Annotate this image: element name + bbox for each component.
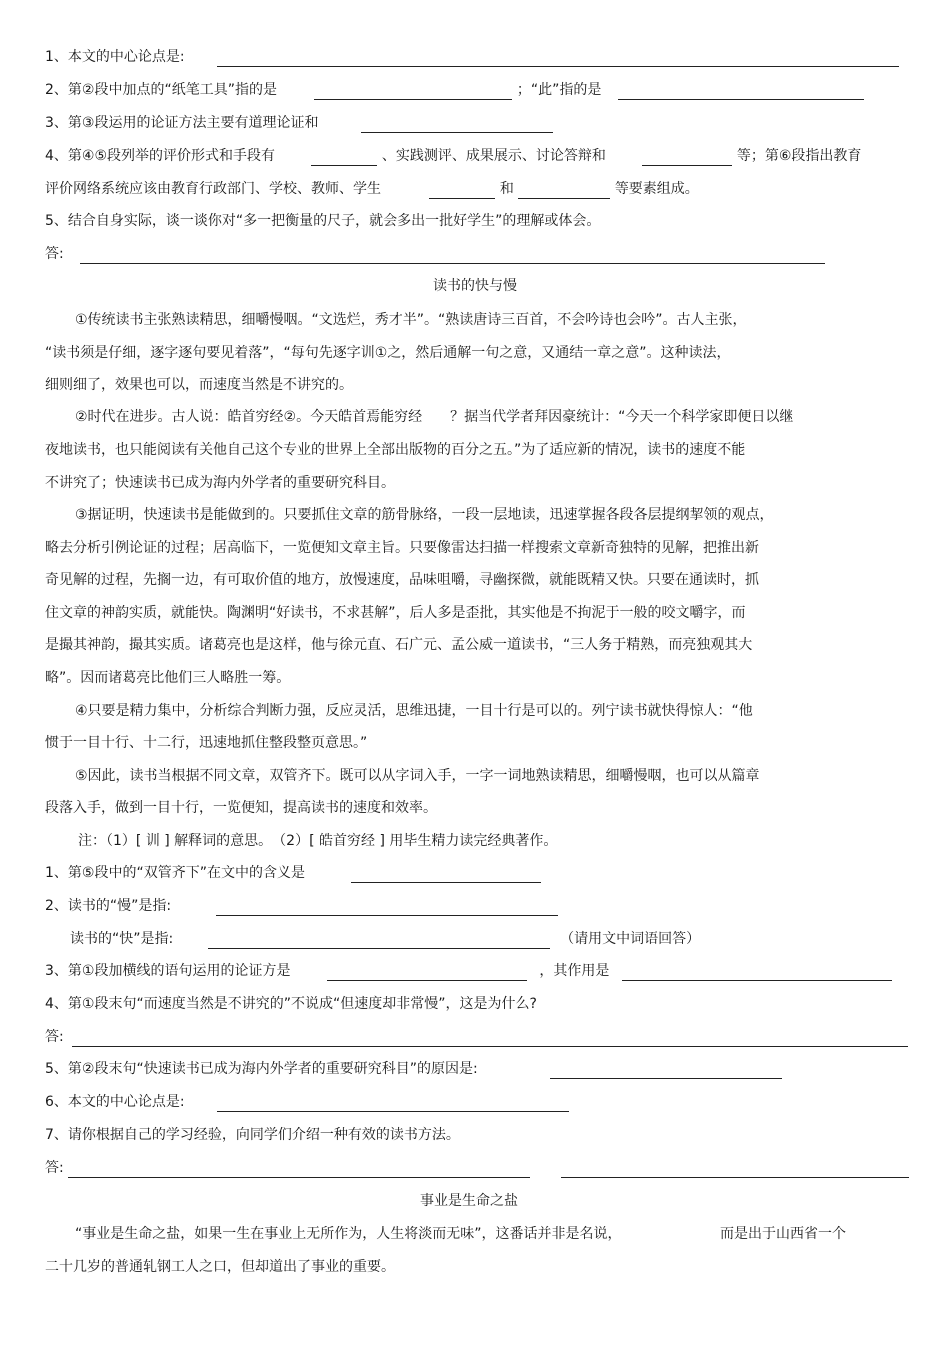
question-hint: （请用文中词语回答）	[560, 931, 701, 947]
question-text: 1、本文的中心论点是:	[45, 49, 185, 65]
answer-label: 答:	[45, 246, 64, 262]
question-2	[45, 896, 558, 916]
answer-row	[45, 1027, 908, 1047]
question-7: 7、请你根据自己的学习经验，向同学们介绍一种有效的读书方法。	[45, 1127, 460, 1143]
paragraph-5-line-2: 段落入手，做到一目十行，一览便知，提高读书的速度和效率。	[45, 800, 437, 816]
answer-line[interactable]	[642, 151, 732, 166]
question-text: 等；第⑥段指出教育	[736, 148, 862, 164]
paragraph-5-line-1: ⑤因此，读书当根据不同文章，双管齐下。既可以从字词入手，一字一词地熟读精思，细嚼慢咽，也可以从篇章	[75, 768, 760, 784]
paragraph-2-line-1: ②时代在进步。古人说：皓首穷经②。今天皓首焉能穷经 ？据当代学者拜因豪统计：“今天一个科学家即便日以继	[75, 409, 794, 425]
answer-line[interactable]	[72, 1032, 908, 1047]
question-text: 1、第⑤段中的“双管齐下”在文中的含义是	[45, 865, 305, 881]
paragraph-3-line-5: 是撮其神韵，撮其实质。诸葛亮也是这样，他与徐元直、石广元、孟公威一道读书，“三人务于精熟，而亮独观其大	[45, 637, 753, 653]
answer-line[interactable]	[314, 85, 512, 100]
answer-line[interactable]	[217, 1097, 569, 1112]
paragraph-4-line-1: ④只要是精力集中，分析综合判断力强，反应灵活，思维迅捷，一目十行是可以的。列宁读书就快得惊人：“他	[75, 703, 753, 719]
answer-row	[45, 244, 825, 264]
question-2	[45, 80, 864, 100]
question-text: 3、第③段运用的论证方法主要有道理论证和	[45, 115, 319, 131]
answer-line[interactable]	[351, 868, 541, 883]
question-3	[45, 961, 892, 981]
question-4: 4、第①段末句“而速度当然是不讲究的”不说成“但速度却非常慢”，这是为什么?	[45, 996, 537, 1012]
footnote: 注：（1）[ 训 ] 解释词的意思。 （2）[ 皓首穷经 ] 用毕生精力读完经典著作。	[78, 833, 558, 849]
answer-line[interactable]	[561, 1163, 909, 1178]
answer-line[interactable]	[217, 52, 899, 67]
question-text: 读书的“快”是指:	[70, 931, 174, 947]
paragraph-2-line-2: 夜地读书，也只能阅读有关他自己这个专业的世界上全部出版物的百分之五。”为了适应新的情况，读书的速度不能	[45, 442, 746, 458]
paragraph-1-line-1	[75, 1224, 846, 1244]
answer-line[interactable]	[327, 966, 527, 981]
question-text: 3、第①段加横线的语句运用的论证方是	[45, 963, 291, 979]
paragraph-3-line-3: 奇见解的过程，先搁一边，有可取价值的地方，放慢速度，品味咀嚼，寻幽探微，就能既精又快。只要在通读时，抓	[45, 572, 759, 588]
question-5	[45, 1059, 782, 1079]
paragraph-3-line-1: ③据证明，快速读书是能做到的。只要抓住文章的筋骨脉络，一段一层地读，迅速掌握各段各层提纲挈领的观点，	[75, 507, 774, 523]
paragraph-3-line-4: 住文章的神韵实质，就能快。陶渊明“好读书，不求甚解”，后人多是歪批，其实他是不拘泥于一般的咬文嚼字，而	[45, 605, 746, 621]
answer-row	[45, 1158, 909, 1178]
question-text: 2、第②段中加点的“纸笔工具”指的是	[45, 82, 277, 98]
question-3	[45, 113, 553, 133]
question-text: 2、读书的“慢”是指:	[45, 898, 172, 914]
question-text: 评价网络系统应该由教育行政部门、学校、教师、学生	[45, 181, 381, 197]
answer-line[interactable]	[361, 118, 553, 133]
answer-line[interactable]	[518, 184, 610, 199]
question-6	[45, 1092, 569, 1112]
question-4	[45, 146, 861, 166]
answer-line[interactable]	[429, 184, 495, 199]
answer-line[interactable]	[208, 934, 550, 949]
question-5: 5、结合自身实际，谈一谈你对“多一把衡量的尺子，就会多出一批好学生”的理解或体会。	[45, 213, 601, 229]
question-2b	[70, 929, 700, 949]
paragraph-text: 而是出于山西省一个	[719, 1226, 846, 1242]
question-1	[45, 47, 899, 67]
question-text: 、实践测评、成果展示、讨论答辩和	[381, 148, 606, 164]
answer-line[interactable]	[216, 901, 558, 916]
article-title: 读书的快与慢	[433, 278, 517, 294]
question-text: ；“此”指的是	[516, 82, 602, 98]
question-text: 6、本文的中心论点是:	[45, 1094, 185, 1110]
paragraph-text: “事业是生命之盐，如果一生在事业上无所作为，人生将淡而无味”，这番话并非是名说，	[75, 1226, 622, 1242]
paragraph-3-line-6: 略”。因而诸葛亮比他们三人略胜一筹。	[45, 670, 291, 686]
paragraph-1-line-3: 细则细了，效果也可以，而速度当然是不讲究的。	[45, 377, 353, 393]
answer-line[interactable]	[550, 1064, 782, 1079]
answer-line[interactable]	[68, 1163, 530, 1178]
paragraph-1-line-2: “读书须是仔细，逐字逐句要见着落”，“每句先逐字训①之，然后通解一句之意，又通结一章之意”。这种读法，	[45, 345, 731, 361]
question-text: ，其作用是	[539, 963, 610, 979]
answer-line[interactable]	[618, 85, 864, 100]
paragraph-1-line-1: ①传统读书主张熟读精思，细嚼慢咽。“文选烂，秀才半”。“熟读唐诗三百首，不会吟诗也会吟”。古人主张，	[75, 312, 747, 328]
article-title: 事业是生命之盐	[420, 1193, 518, 1209]
paragraph-1-line-2: 二十几岁的普通轧钢工人之口，但却道出了事业的重要。	[45, 1259, 395, 1275]
answer-line[interactable]	[622, 966, 892, 981]
question-text: 和	[499, 181, 514, 197]
answer-label: 答:	[45, 1029, 64, 1045]
paragraph-2-line-3: 不讲究了；快速读书已成为海内外学者的重要研究科目。	[45, 475, 395, 491]
paragraph-4-line-2: 惯于一目十行、十二行，迅速地抓住整段整页意思。”	[45, 735, 368, 751]
answer-line[interactable]	[80, 249, 825, 264]
question-text: 等要素组成。	[614, 181, 699, 197]
question-text: 4、第④⑤段列举的评价形式和手段有	[45, 148, 276, 164]
paragraph-3-line-2: 略去分析引例论证的过程；居高临下，一览便知文章主旨。只要像雷达扫描一样搜索文章新奇独特的见解，把推出新	[45, 540, 759, 556]
answer-line[interactable]	[311, 151, 377, 166]
question-text: 5、第②段末句“快速读书已成为海内外学者的重要研究科目”的原因是:	[45, 1061, 478, 1077]
question-4-cont	[45, 179, 699, 199]
answer-label: 答:	[45, 1160, 64, 1176]
question-1	[45, 863, 541, 883]
